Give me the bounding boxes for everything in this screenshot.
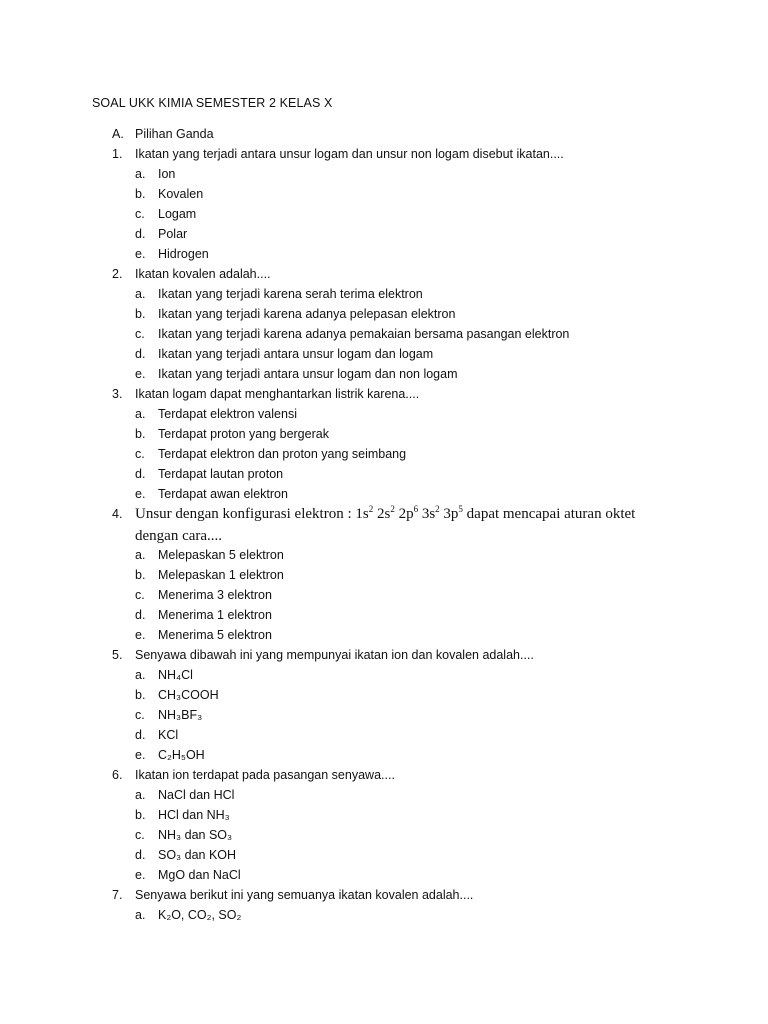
option-text: Terdapat proton yang bergerak bbox=[158, 427, 329, 441]
question-text-prefix: Unsur dengan konfigurasi elektron : bbox=[135, 506, 356, 522]
option-label: c. bbox=[135, 327, 145, 341]
question-number: 1. bbox=[112, 147, 123, 161]
electron-count: 2 bbox=[435, 504, 440, 514]
question-number: 5. bbox=[112, 648, 123, 662]
option-label: a. bbox=[135, 167, 146, 181]
electron-count: 6 bbox=[413, 504, 419, 514]
option-label: a. bbox=[135, 407, 146, 421]
option-text: MgO dan NaCl bbox=[158, 868, 241, 882]
orbital: 2p bbox=[398, 506, 414, 522]
option-label: a. bbox=[135, 908, 146, 922]
option-label: d. bbox=[135, 467, 146, 481]
option-text: SO₃ dan KOH bbox=[158, 848, 237, 862]
option-label: e. bbox=[135, 487, 146, 501]
question-text: Ikatan logam dapat menghantarkan listrik karena.... bbox=[135, 387, 420, 401]
option-text: Ion bbox=[158, 167, 176, 181]
option-text: Kovalen bbox=[158, 187, 204, 201]
option-label: a. bbox=[135, 287, 146, 301]
option-label: e. bbox=[135, 247, 146, 261]
option-label: a. bbox=[135, 668, 146, 682]
option-text: Ikatan yang terjadi antara unsur logam dan non logam bbox=[158, 367, 458, 381]
option-text: Terdapat elektron dan proton yang seimbang bbox=[158, 447, 407, 461]
section-label: A. bbox=[112, 127, 124, 141]
option-text: NH₄Cl bbox=[158, 668, 193, 682]
option-label: e. bbox=[135, 748, 146, 762]
orbital: 3s bbox=[421, 506, 436, 522]
option-text: KCl bbox=[158, 728, 179, 742]
question-text: Ikatan yang terjadi antara unsur logam dan unsur non logam disebut ikatan.... bbox=[135, 147, 564, 161]
orbital: 3p bbox=[443, 506, 459, 522]
electron-count: 2 bbox=[390, 504, 395, 514]
option-label: d. bbox=[135, 728, 146, 742]
question-number: 2. bbox=[112, 267, 123, 281]
option-text: NaCl dan HCl bbox=[158, 788, 235, 802]
question-number: 4. bbox=[112, 507, 123, 521]
option-text: Ikatan yang terjadi antara unsur logam dan logam bbox=[158, 347, 434, 361]
electron-count: 2 bbox=[368, 504, 374, 514]
option-text: C₂H₅OH bbox=[158, 748, 205, 762]
question-number: 7. bbox=[112, 888, 123, 902]
question-text: Senyawa berikut ini yang semuanya ikatan kovalen adalah.... bbox=[135, 888, 474, 902]
option-label: d. bbox=[135, 227, 146, 241]
option-label: b. bbox=[135, 427, 146, 441]
orbital: 1s bbox=[355, 506, 369, 522]
electron-config-term bbox=[377, 506, 395, 522]
option-text: Menerima 1 elektron bbox=[158, 608, 272, 622]
option-text: Hidrogen bbox=[158, 247, 209, 261]
option-text: Ikatan yang terjadi karena adanya pemakaian bersama pasangan elektron bbox=[158, 327, 570, 341]
option-label: b. bbox=[135, 688, 146, 702]
option-text: CH₃COOH bbox=[158, 688, 219, 702]
document-title: SOAL UKK KIMIA SEMESTER 2 KELAS X bbox=[92, 96, 333, 110]
option-label: d. bbox=[135, 848, 146, 862]
option-label: c. bbox=[135, 447, 145, 461]
option-text: Logam bbox=[158, 207, 197, 221]
electron-config-term bbox=[355, 506, 373, 522]
electron-config-term bbox=[443, 506, 463, 522]
question-text: Ikatan kovalen adalah.... bbox=[135, 267, 271, 281]
option-text: Terdapat elektron valensi bbox=[158, 407, 297, 421]
option-text: Melepaskan 5 elektron bbox=[158, 548, 284, 562]
electron-config-term bbox=[422, 506, 440, 522]
option-text: K₂O, CO₂, SO₂ bbox=[158, 908, 242, 922]
option-label: d. bbox=[135, 608, 146, 622]
question-text: Senyawa dibawah ini yang mempunyai ikatan ion dan kovalen adalah.... bbox=[135, 648, 534, 662]
option-text: Melepaskan 1 elektron bbox=[158, 568, 284, 582]
question-text-line2: dengan cara.... bbox=[135, 528, 223, 544]
option-text: Terdapat lautan proton bbox=[158, 467, 284, 481]
option-label: c. bbox=[135, 207, 145, 221]
option-label: c. bbox=[135, 708, 145, 722]
orbital: 2s bbox=[376, 506, 391, 522]
option-label: e. bbox=[135, 868, 146, 882]
option-text: Ikatan yang terjadi karena serah terima elektron bbox=[158, 287, 423, 301]
option-label: c. bbox=[135, 588, 145, 602]
question-text: Ikatan ion terdapat pada pasangan senyawa.... bbox=[135, 768, 395, 782]
option-label: b. bbox=[135, 808, 146, 822]
option-text: Menerima 5 elektron bbox=[158, 628, 272, 642]
option-label: a. bbox=[135, 788, 146, 802]
option-text: NH₃BF₃ bbox=[158, 708, 203, 722]
option-text: HCl dan NH₃ bbox=[158, 808, 230, 822]
option-label: a. bbox=[135, 548, 146, 562]
question-number: 3. bbox=[112, 387, 123, 401]
option-label: e. bbox=[135, 628, 146, 642]
option-text: Terdapat awan elektron bbox=[158, 487, 288, 501]
section-title: Pilihan Ganda bbox=[135, 127, 214, 141]
option-text: Polar bbox=[158, 227, 188, 241]
electron-config-term bbox=[399, 506, 419, 522]
option-label: d. bbox=[135, 347, 146, 361]
option-label: b. bbox=[135, 307, 146, 321]
option-text: Ikatan yang terjadi karena adanya pelepasan elektron bbox=[158, 307, 456, 321]
option-text: Menerima 3 elektron bbox=[158, 588, 272, 602]
option-label: c. bbox=[135, 828, 145, 842]
question-number: 6. bbox=[112, 768, 123, 782]
option-label: e. bbox=[135, 367, 146, 381]
option-label: b. bbox=[135, 187, 146, 201]
option-label: b. bbox=[135, 568, 146, 582]
question-text-suffix: dapat mencapai aturan oktet bbox=[462, 506, 636, 522]
electron-count: 5 bbox=[458, 504, 463, 514]
question-text bbox=[135, 506, 635, 522]
option-text: NH₃ dan SO₃ bbox=[158, 828, 233, 842]
